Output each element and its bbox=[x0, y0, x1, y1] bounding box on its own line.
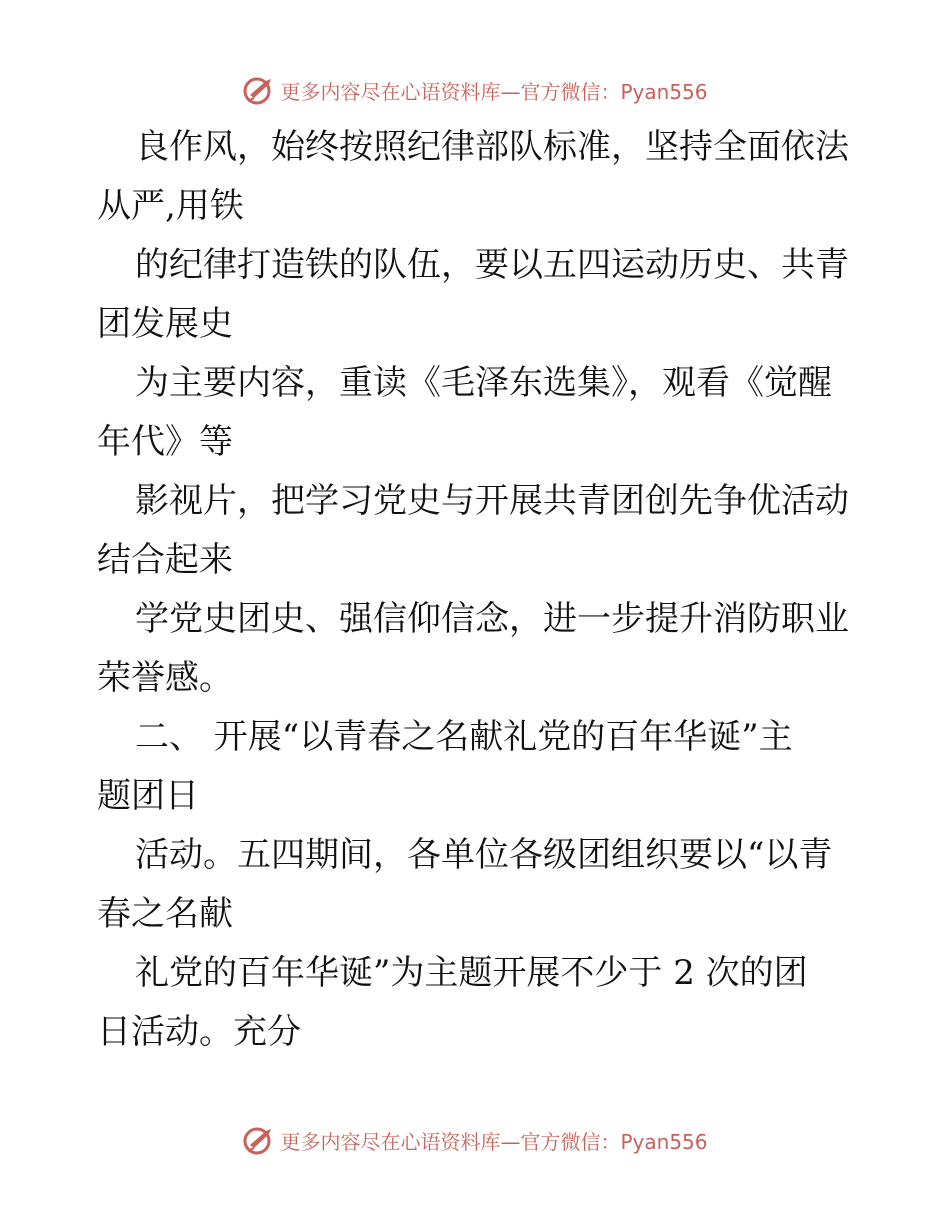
section-heading-line: 二、 开展“以青春之名献礼党的百年华诞”主 bbox=[135, 717, 793, 757]
text-line: 结合起来 bbox=[97, 540, 233, 580]
paragraph-6 bbox=[97, 708, 857, 826]
text-line: 的纪律打造铁的队伍，要以五四运动历史、共青 bbox=[135, 245, 849, 285]
header-site-text: 更多内容尽在心语资料库—官方微信： bbox=[280, 79, 621, 104]
paragraph-7 bbox=[97, 826, 857, 944]
paragraph-2 bbox=[97, 236, 857, 354]
text-line: 年代》等 bbox=[97, 422, 233, 462]
text-line: 学党史团史、强信仰信念，进一步提升消防职业 bbox=[135, 599, 849, 639]
text-line: 团发展史 bbox=[97, 304, 233, 344]
pen-logo-icon bbox=[242, 73, 276, 107]
text-line: 礼党的百年华诞”为主题开展不少于 2 次的团 bbox=[135, 953, 808, 993]
header-watermark-text bbox=[280, 76, 707, 105]
footer-watermark-text bbox=[280, 1126, 707, 1155]
footer-watermark-banner bbox=[0, 1120, 950, 1160]
text-line: 题团日 bbox=[97, 776, 199, 816]
paragraph-4 bbox=[97, 472, 857, 590]
header-wechat-id: Pyan556 bbox=[620, 79, 708, 104]
paragraph-1 bbox=[97, 118, 857, 236]
pen-logo-icon bbox=[242, 1123, 276, 1157]
text-line: 活动。五四期间，各单位各级团组织要以“以青 bbox=[135, 835, 833, 875]
text-line: 从严,用铁 bbox=[97, 186, 244, 226]
header-watermark-banner bbox=[0, 70, 950, 110]
text-line: 良作风，始终按照纪律部队标准，坚持全面依法 bbox=[135, 127, 849, 167]
text-line: 日活动。充分 bbox=[97, 1012, 301, 1052]
footer-wechat-id: Pyan556 bbox=[620, 1129, 708, 1154]
text-line: 春之名献 bbox=[97, 894, 233, 934]
paragraph-5 bbox=[97, 590, 857, 708]
document-body bbox=[97, 118, 857, 1062]
paragraph-8 bbox=[97, 944, 857, 1062]
text-line: 影视片，把学习党史与开展共青团创先争优活动 bbox=[135, 481, 849, 521]
paragraph-3 bbox=[97, 354, 857, 472]
text-line: 为主要内容，重读《毛泽东选集》，观看《觉醒 bbox=[135, 363, 832, 403]
text-line: 荣誉感。 bbox=[97, 658, 233, 698]
footer-site-text: 更多内容尽在心语资料库—官方微信： bbox=[280, 1129, 621, 1154]
